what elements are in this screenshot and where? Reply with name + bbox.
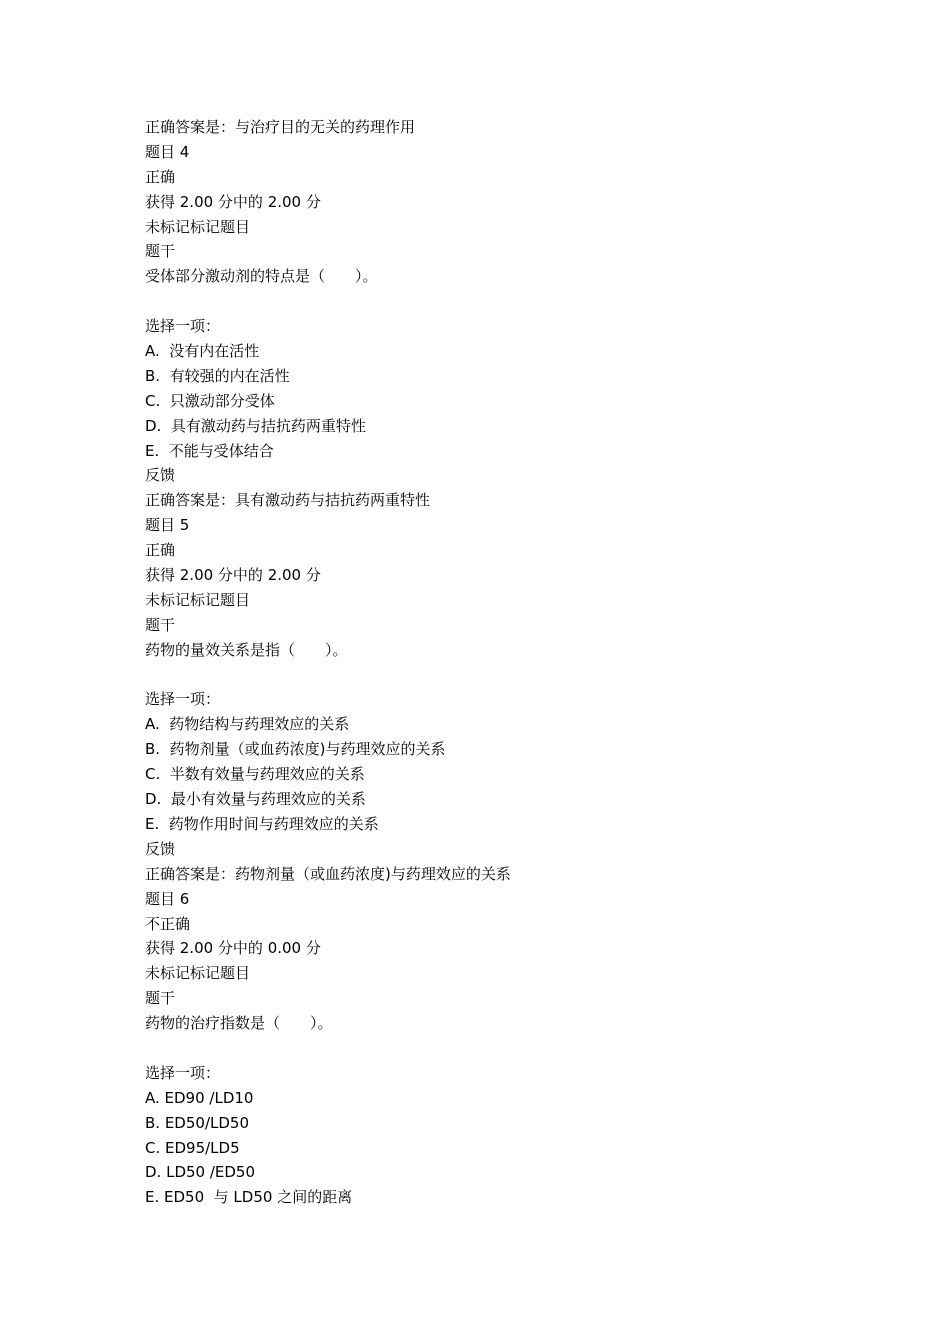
flag-question-link[interactable]: 未标记标记题目 xyxy=(145,590,251,609)
question-text: 药物的治疗指数是（ ）。 xyxy=(145,1014,333,1033)
option-b[interactable]: B. 药物剂量（或血药浓度)与药理效应的关系 xyxy=(145,740,446,759)
question-status: 正确 xyxy=(145,167,176,186)
choose-one-label: 选择一项： xyxy=(145,690,221,709)
option-e[interactable]: E. 药物作用时间与药理效应的关系 xyxy=(145,814,379,833)
option-d[interactable]: D. LD50 /ED50 xyxy=(145,1163,256,1182)
option-c[interactable]: C. 只激动部分受体 xyxy=(145,391,275,410)
feedback-label: 反馈 xyxy=(145,466,176,485)
option-c[interactable]: C. ED95/LD5 xyxy=(145,1138,240,1157)
blank-line xyxy=(145,289,905,314)
option-c[interactable]: C. 半数有效量与药理效应的关系 xyxy=(145,765,365,784)
option-a[interactable]: A. 没有内在活性 xyxy=(145,342,260,361)
question-text: 药物的量效关系是指（ ）。 xyxy=(145,640,348,659)
feedback-label: 反馈 xyxy=(145,839,176,858)
answer-line: 正确答案是：具有激动药与拮抗药两重特性 xyxy=(145,491,431,510)
question-score: 获得 2.00 分中的 0.00 分 xyxy=(145,939,321,958)
question-number: 题目 6 xyxy=(145,889,190,908)
question-number: 题目 5 xyxy=(145,516,190,535)
option-d[interactable]: D. 具有激动药与拮抗药两重特性 xyxy=(145,416,366,435)
flag-question-link[interactable]: 未标记标记题目 xyxy=(145,217,251,236)
question-stem-label: 题干 xyxy=(145,615,176,634)
question-number: 题目 4 xyxy=(145,142,190,161)
option-a[interactable]: A. ED90 /LD10 xyxy=(145,1088,254,1107)
option-e[interactable]: E. ED50 与 LD50 之间的距离 xyxy=(145,1188,353,1207)
flag-question-link[interactable]: 未标记标记题目 xyxy=(145,964,251,983)
question-text: 受体部分激动剂的特点是（ ）。 xyxy=(145,267,378,286)
blank-line xyxy=(145,1036,905,1061)
question-score: 获得 2.00 分中的 2.00 分 xyxy=(145,566,321,585)
document-body xyxy=(145,115,905,1210)
choose-one-label: 选择一项： xyxy=(145,1063,221,1082)
option-b[interactable]: B. 有较强的内在活性 xyxy=(145,366,290,385)
option-e[interactable]: E. 不能与受体结合 xyxy=(145,441,274,460)
question-status: 正确 xyxy=(145,541,176,560)
option-a[interactable]: A. 药物结构与药理效应的关系 xyxy=(145,715,350,734)
answer-line: 正确答案是：药物剂量（或血药浓度)与药理效应的关系 xyxy=(145,864,511,883)
question-status: 不正确 xyxy=(145,914,191,933)
answer-line: 正确答案是：与治疗目的无关的药理作用 xyxy=(145,118,416,136)
question-stem-label: 题干 xyxy=(145,989,176,1008)
question-stem-label: 题干 xyxy=(145,242,176,261)
blank-line xyxy=(145,663,905,688)
choose-one-label: 选择一项： xyxy=(145,317,221,336)
question-score: 获得 2.00 分中的 2.00 分 xyxy=(145,192,321,211)
option-b[interactable]: B. ED50/LD50 xyxy=(145,1113,249,1132)
option-d[interactable]: D. 最小有效量与药理效应的关系 xyxy=(145,790,366,809)
